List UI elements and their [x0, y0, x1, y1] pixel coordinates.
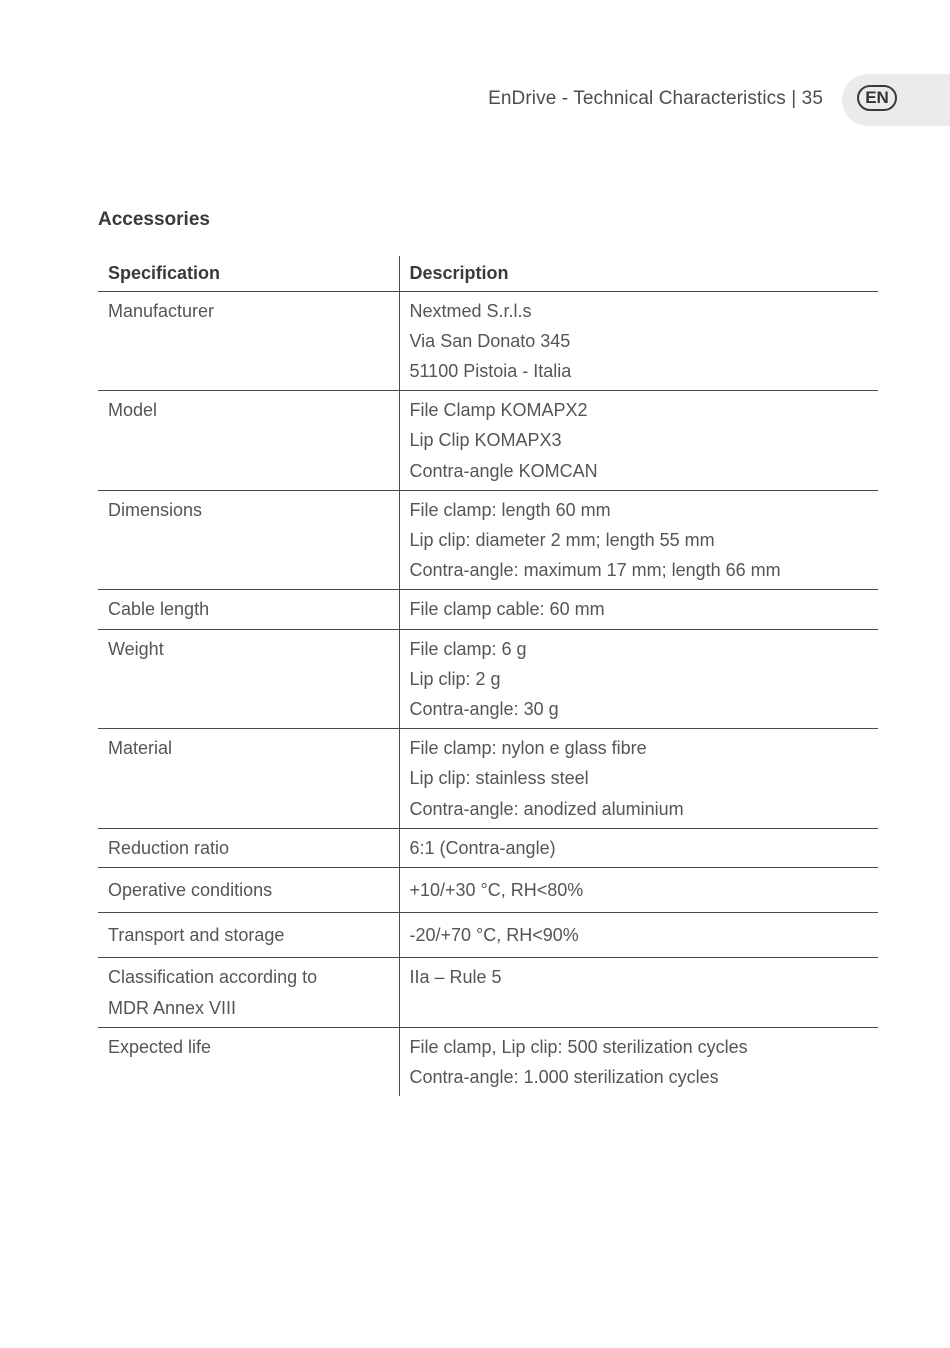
description-cell	[399, 867, 878, 912]
description-line: Lip Clip KOMAPX3	[409, 430, 562, 451]
description-cell	[399, 913, 878, 958]
description-cell	[399, 590, 878, 629]
section-title: Accessories	[98, 209, 210, 230]
spec-line: Operative conditions	[108, 879, 273, 900]
table-row	[98, 958, 878, 1027]
description-cell	[399, 490, 878, 590]
description-line: File clamp cable: 60 mm	[409, 599, 605, 620]
description-line: 51100 Pistoia - Italia	[409, 360, 572, 381]
spec-line: Transport and storage	[108, 925, 285, 946]
description-line: Contra-angle: anodized aluminium	[409, 798, 684, 819]
spec-cell	[98, 958, 399, 1027]
spec-cell	[98, 828, 399, 867]
table-row	[98, 828, 878, 867]
description-line: File Clamp KOMAPX2	[409, 400, 588, 421]
spec-cell	[98, 729, 399, 829]
description-line: File clamp, Lip clip: 500 sterilization cycles	[409, 1036, 748, 1057]
spec-line: Expected life	[108, 1036, 212, 1057]
description-line: Lip clip: stainless steel	[409, 768, 589, 789]
description-line: Nextmed S.r.l.s	[409, 300, 532, 321]
description-line: Contra-angle: 1.000 sterilization cycles	[409, 1066, 719, 1087]
spec-line: Reduction ratio	[108, 837, 230, 858]
language-badge: EN	[857, 85, 897, 111]
column-header-specification: Specification	[98, 256, 399, 291]
table-header-row	[98, 256, 878, 291]
description-cell	[399, 1027, 878, 1096]
spec-cell	[98, 867, 399, 912]
accessories-spec-table	[98, 256, 878, 1096]
description-cell	[399, 291, 878, 391]
description-line: -20/+70 °C, RH<90%	[409, 925, 579, 946]
table-row	[98, 629, 878, 729]
spec-cell	[98, 1027, 399, 1096]
description-line: Via San Donato 345	[409, 330, 571, 351]
table-row	[98, 590, 878, 629]
table-row	[98, 1027, 878, 1096]
description-line: File clamp: 6 g	[409, 638, 527, 659]
description-line: 6:1 (Contra-angle)	[409, 837, 556, 858]
spec-cell	[98, 490, 399, 590]
table-body	[98, 291, 878, 1096]
page-header-title: EnDrive - Technical Characteristics | 35	[488, 88, 823, 109]
description-cell	[399, 729, 878, 829]
spec-line: MDR Annex VIII	[108, 997, 237, 1018]
description-line: Lip clip: diameter 2 mm; length 55 mm	[409, 529, 715, 550]
spec-line: Weight	[108, 638, 164, 659]
description-line: Contra-angle: 30 g	[409, 698, 559, 719]
description-line: File clamp: length 60 mm	[409, 499, 611, 520]
spec-cell	[98, 913, 399, 958]
description-cell	[399, 958, 878, 1027]
column-header-description: Description	[399, 256, 878, 291]
table-row	[98, 291, 878, 391]
table-row	[98, 729, 878, 829]
table-row	[98, 490, 878, 590]
description-line: Contra-angle: maximum 17 mm; length 66 mm	[409, 560, 781, 581]
spec-cell	[98, 291, 399, 391]
description-line: IIa – Rule 5	[409, 967, 502, 988]
spec-line: Classification according to	[108, 967, 318, 988]
spec-line: Cable length	[108, 599, 210, 620]
description-cell	[399, 629, 878, 729]
table-row	[98, 391, 878, 491]
spec-cell	[98, 391, 399, 491]
table-row	[98, 867, 878, 912]
description-cell	[399, 391, 878, 491]
description-cell	[399, 828, 878, 867]
description-line: +10/+30 °C, RH<80%	[409, 879, 584, 900]
description-line: Contra-angle KOMCAN	[409, 460, 598, 481]
description-line: File clamp: nylon e glass fibre	[409, 738, 647, 759]
spec-line: Dimensions	[108, 499, 203, 520]
spec-line: Material	[108, 738, 173, 759]
spec-cell	[98, 629, 399, 729]
spec-line: Model	[108, 400, 158, 421]
table-row	[98, 913, 878, 958]
description-line: Lip clip: 2 g	[409, 668, 501, 689]
spec-line: Manufacturer	[108, 300, 215, 321]
spec-cell	[98, 590, 399, 629]
